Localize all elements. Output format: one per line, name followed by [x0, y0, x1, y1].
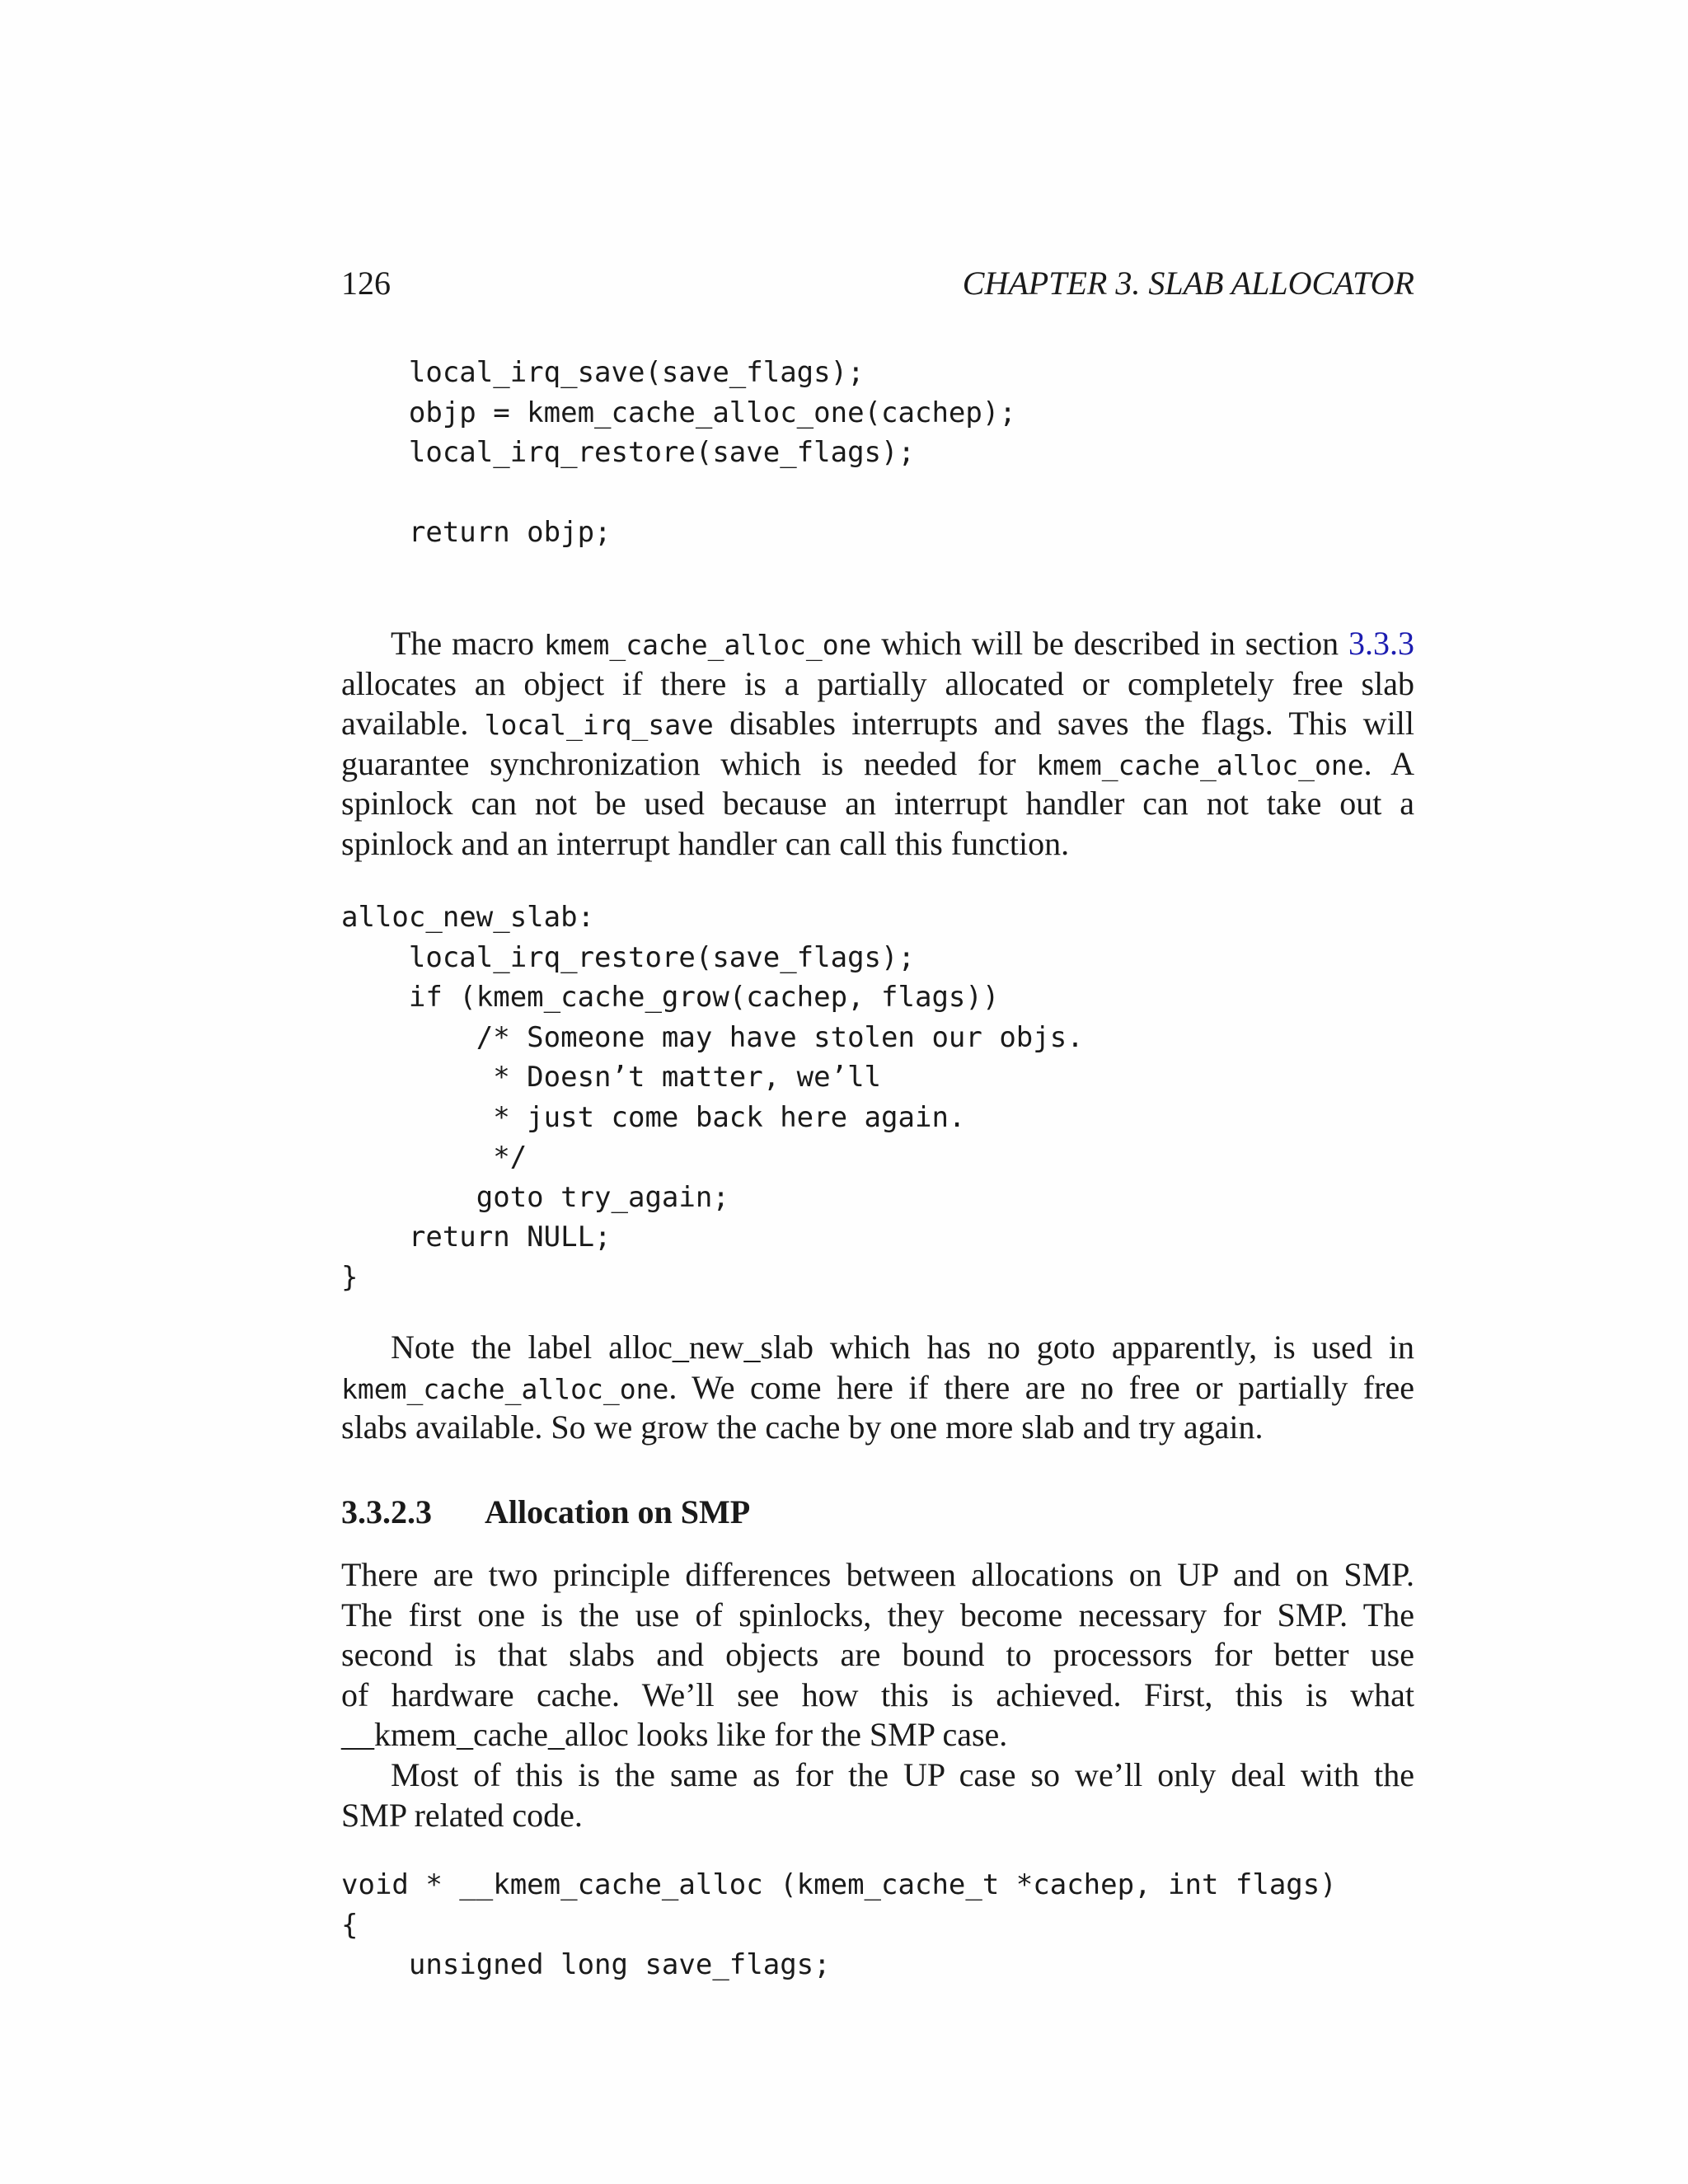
code-line: return objp; [341, 516, 612, 549]
text-line [341, 1368, 1414, 1408]
code-line: * just come back here again. [341, 1100, 966, 1134]
section-link[interactable]: 3.3.3 [1348, 625, 1414, 662]
text-line: spinlock can not be used because an interrupt handler can not take out a [341, 785, 1414, 822]
text-line [341, 624, 1414, 664]
text-line: Note the label alloc_new_slab which has no goto apparently, is used in [391, 1329, 1414, 1366]
code-line: if (kmem_cache_grow(cachep, flags)) [341, 981, 1000, 1014]
code-line: /* Someone may have stolen our objs. [341, 1020, 1084, 1054]
page-number: 126 [341, 265, 391, 302]
code-line: objp = kmem_cache_alloc_one(cachep); [341, 396, 1016, 429]
text-line: second is that slabs and objects are bound to processors for better use [341, 1636, 1414, 1673]
code-line: alloc_new_slab: [341, 901, 595, 934]
text-run: . We come here if there are no free or partially free [668, 1368, 1414, 1406]
section-number: 3.3.2.3 [341, 1493, 432, 1530]
text-run: . A [1363, 744, 1414, 782]
code-line: local_irq_save(save_flags); [341, 356, 865, 389]
code-line: void * __kmem_cache_alloc (kmem_cache_t *cachep, int flags) [341, 1868, 1337, 1901]
code-block-alloc-new-slab [341, 898, 1084, 1297]
code-line: { [341, 1908, 359, 1942]
code-line: * Doesn’t matter, we’ll [341, 1061, 882, 1094]
text-line: __kmem_cache_alloc looks like for the SMP case. [341, 1716, 1008, 1753]
code-line: } [341, 1260, 359, 1294]
text-line: There are two principle differences between allocations on UP and on SMP. [341, 1556, 1414, 1593]
text-line: allocates an object if there is a partially allocated or completely free slab [341, 664, 1414, 702]
code-block-smp-alloc [341, 1865, 1337, 1985]
code-line: return NULL; [341, 1221, 612, 1254]
text-line: of hardware cache. We’ll see how this is achieved. First, this is what [341, 1675, 1414, 1713]
text-line: spinlock and an interrupt handler can call this function. [341, 824, 1070, 862]
text-line: SMP related code. [341, 1796, 583, 1834]
text-run: The macro [391, 625, 544, 662]
code-block-irq-save [341, 353, 1016, 553]
section-heading [341, 1491, 1414, 1534]
code-line: */ [341, 1141, 528, 1174]
text-line [341, 704, 1414, 744]
text-run: disables interrupts and saves the flags. This will [713, 705, 1414, 742]
running-head [341, 262, 1414, 305]
text-run: guarantee synchronization which is needed for [341, 744, 1037, 782]
paragraph-up-case [341, 1755, 1414, 1835]
code-line: local_irq_restore(save_flags); [341, 940, 915, 974]
inline-code: local_irq_save [484, 709, 714, 741]
chapter-title: CHAPTER 3. SLAB ALLOCATOR [962, 265, 1414, 302]
code-line: local_irq_restore(save_flags); [341, 436, 915, 469]
paragraph-smp-differences [341, 1555, 1414, 1755]
text-run: available. [341, 705, 485, 742]
code-line [341, 473, 1016, 513]
text-line: slabs available. So we grow the cache by one more slab and try again. [341, 1408, 1264, 1446]
text-line: Most of this is the same as for the UP case so we’ll only deal with the [391, 1756, 1414, 1793]
paragraph-alloc-new-slab-label [341, 1328, 1414, 1448]
paragraph-kmem-cache-alloc-one [341, 624, 1414, 864]
text-line [341, 744, 1414, 785]
inline-code: kmem_cache_alloc_one [1036, 748, 1364, 781]
code-line: unsigned long save_flags; [341, 1948, 831, 1981]
inline-code: kmem_cache_alloc_one [341, 1372, 669, 1405]
inline-code: kmem_cache_alloc_one [543, 629, 872, 661]
text-line: The first one is the use of spinlocks, they become necessary for SMP. The [341, 1596, 1414, 1633]
section-title: Allocation on SMP [485, 1493, 751, 1530]
text-run: which will be described in section [871, 625, 1348, 662]
code-line: goto try_again; [341, 1180, 729, 1214]
